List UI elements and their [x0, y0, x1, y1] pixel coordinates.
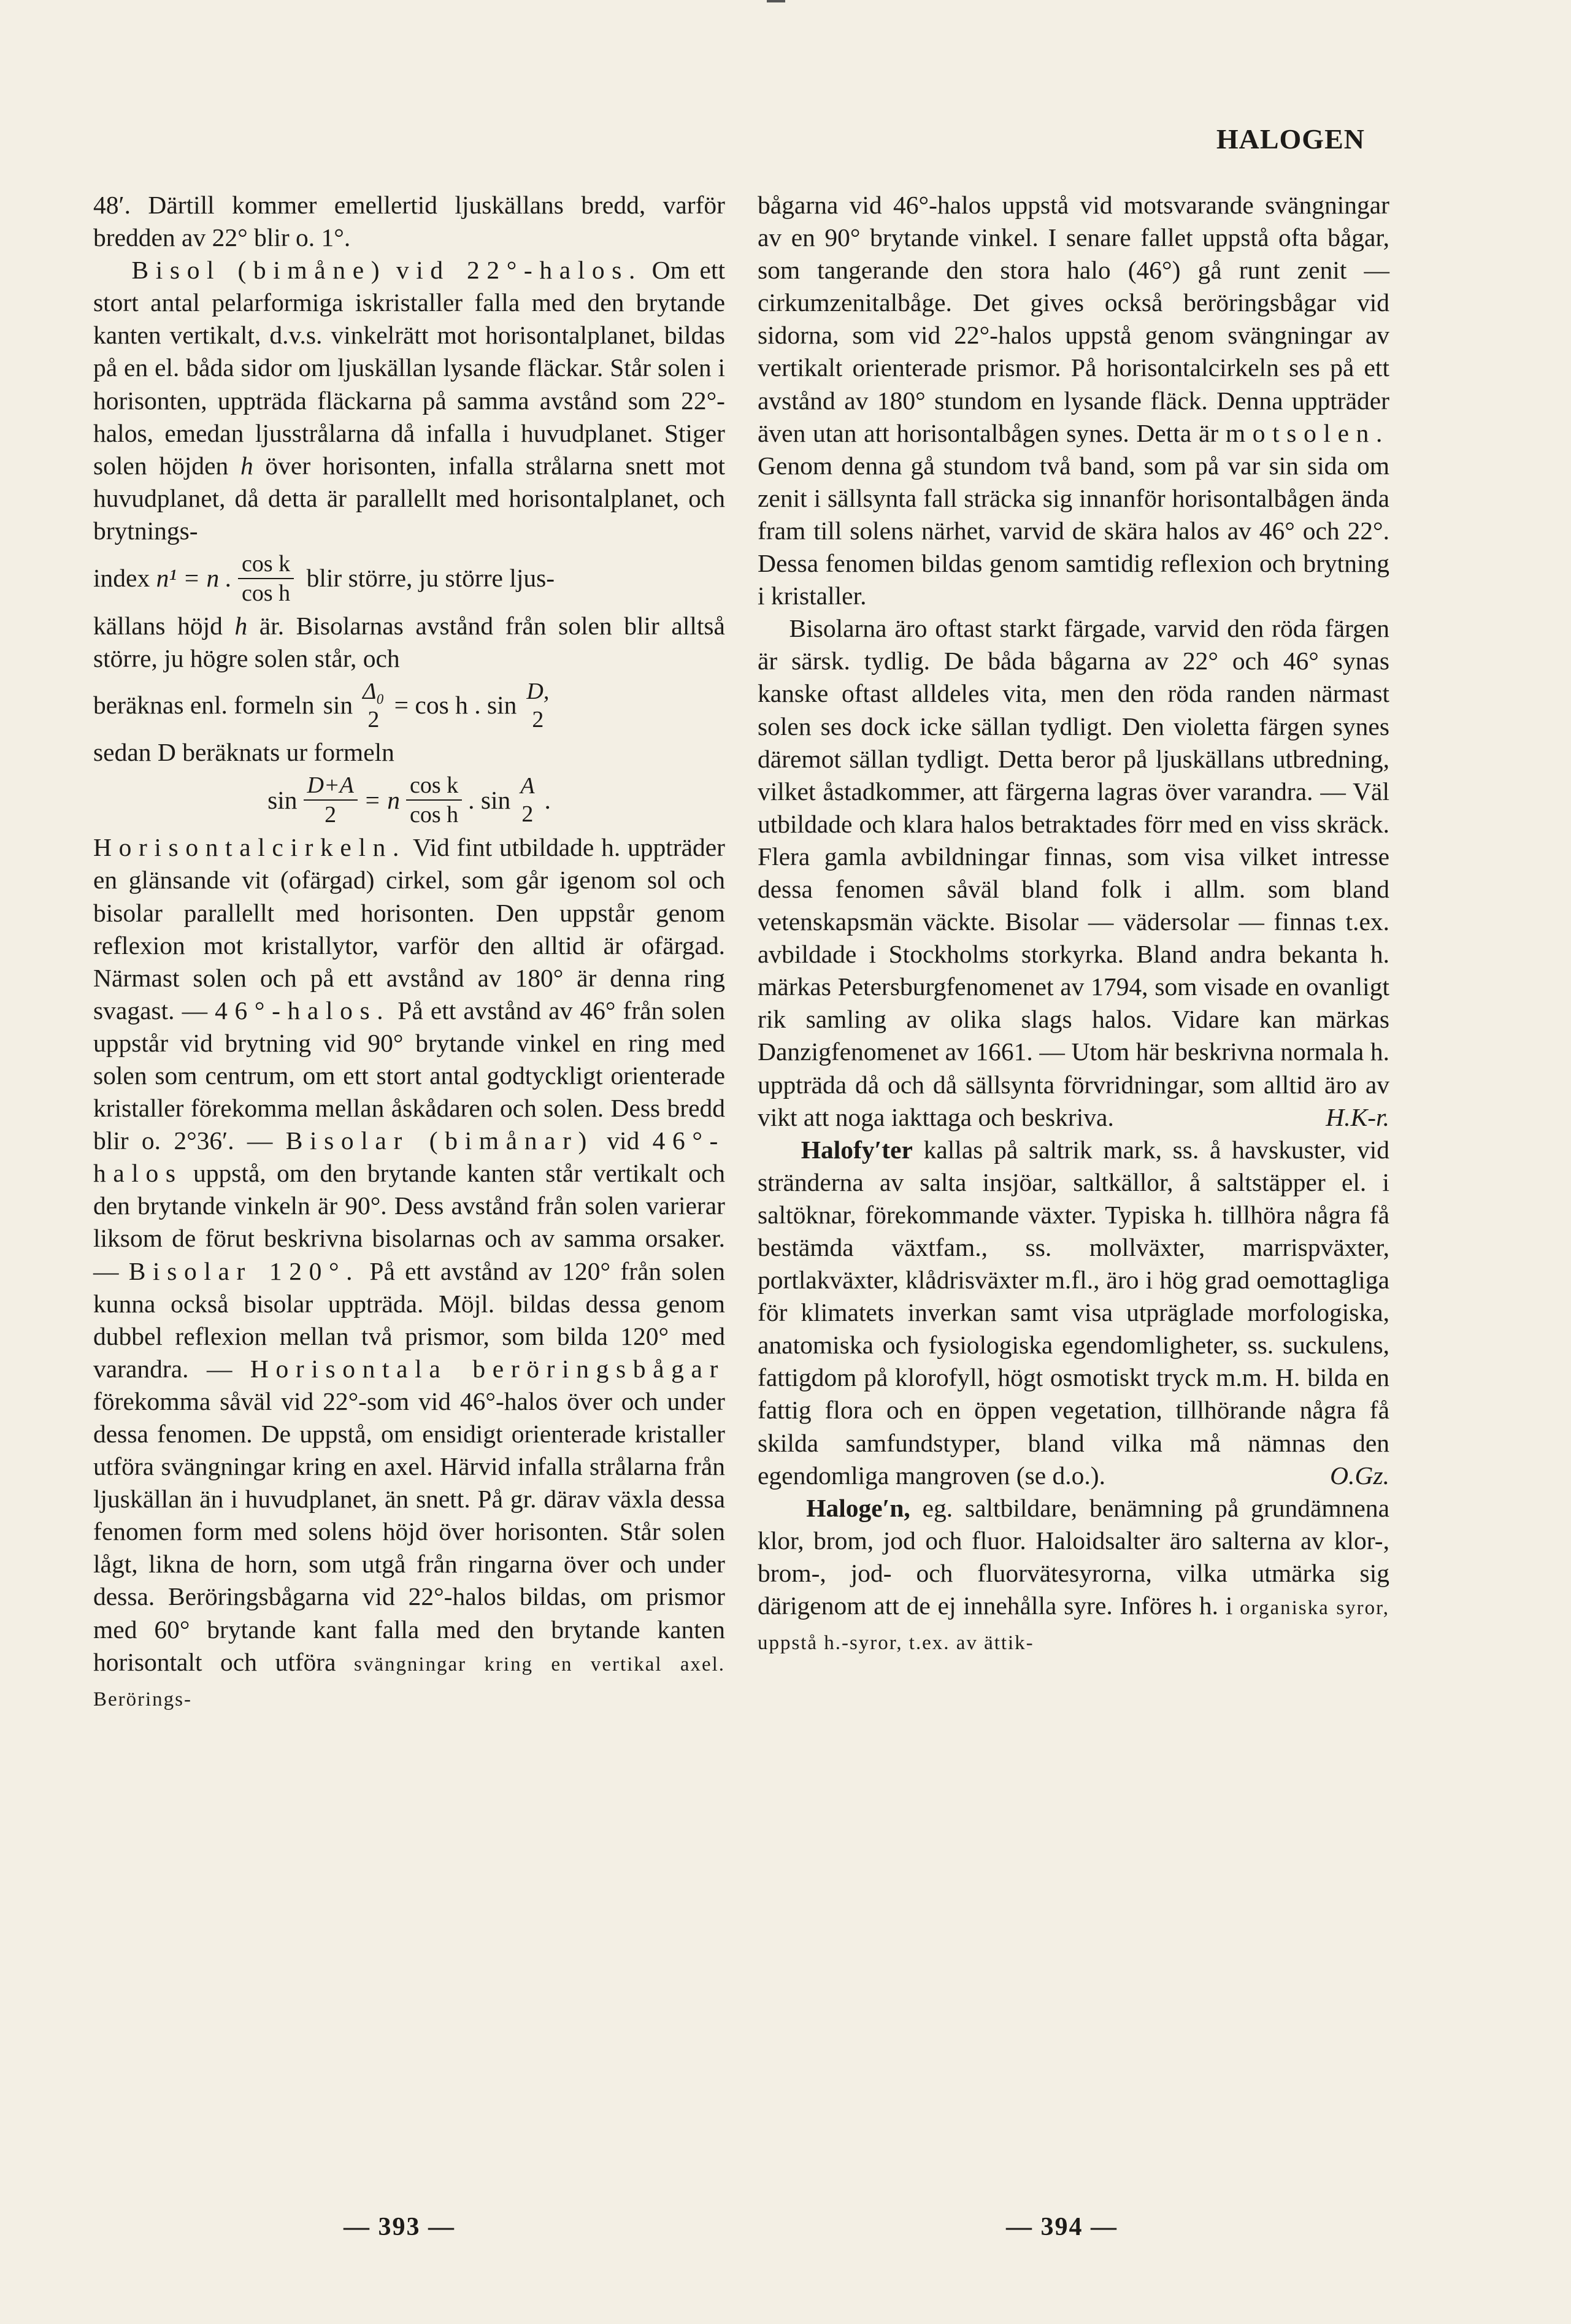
paragraph: Haloge′n, eg. saltbildare, benämning på grundämnena klor, brom, jod och fluor. Haloidsalter äro salterna av klor-, brom-, jod- och fluorvätesyrorna, vilka utmärka sig därigenom att de ej innehålla syre. Införes h. i organiska syror, uppstå h.-syror, t.ex. av ättik- [758, 1493, 1390, 1655]
left-column [93, 189, 725, 1716]
author-signature: H.K-r. [1326, 1102, 1389, 1131]
fraction: A 2 [520, 773, 535, 828]
paragraph: källans höjd h är. Bisolarnas avstånd från solen blir alltså större, ju högre solen står, och [93, 612, 725, 673]
paragraph: Halofy′ter kallas på saltrik mark, ss. å havskuster, vid stränderna av salta insjöar, saltkällor, å saltstäpper el. i saltöknar, förekommande växter. Typiska h. tillhöra några få bestämda växtfam., ss. mollväxter, marrispväxter, portlakväxter, klådrisväxter m.fl., äro i hög grad oemottagliga för klimatets inverkan samt visa utpräglade morfologiska, anatomiska och fysiologiska egendomligheter, ss. suckulens, fattigdom på klorofyll, högt osmotiskt tryck m.m. H. bilda en fattig flora och en öppen vegetation, tillhörande några få skilda samfundstyper, bland vilka må nämnas den egendomliga mangroven (se d.o.). O.Gz. [758, 1134, 1389, 1492]
term: 46°-halos. [215, 996, 391, 1025]
paragraph: Bisol (bimåne) vid 22°-halos. Om ett stort antal pelarformiga iskristaller falla med den brytande kanten vertikalt, d.v.s. vinkelrätt mot horisontalplanet, bildas på en el. båda sidor om ljuskällan lysande fläckar. Står solen i horisonten, uppträda fläckarna på samma avstånd som 22°-halos, emedan ljusstrålarna då infalla i huvudplanet. Stiger solen höjden h över horisonten, infalla strålarna snett mot huvudplanet, då detta är parallellt med horisontalplanet, och brytnings- [93, 256, 726, 545]
formula-sin: sin $\frac{D+A}{2}$ = n $\frac{\text{cos k}}{\text{cos h}}$ . sin A 2 . [267, 772, 551, 828]
term: Horisontalcirkeln. [93, 833, 406, 862]
page-number-right: — 394 — [1006, 2213, 1118, 2241]
term: motsolen. [1225, 418, 1389, 447]
page-header: HALOGEN [1216, 123, 1365, 155]
paragraph: bågarna vid 46°-halos uppstå vid motsvarande svängningar av en 90° brytande vinkel. I senare fallet uppstå ofta bågar, som tangerande den stora halo (46°) gå runt zenit — cirkumzenitalbåge. Det gives också beröringsbågar vid sidorna, som vid 22°-halos uppstå genom svängningar av vertikalt orienterade prismor. På horisontalcirkeln ses på ett avstånd av 180° stundom en lysande fläck. Denna uppträder även utan att horisontalbågen synes. Detta är motsolen. Genom denna gå stundom två band, som på var sin sida om zenit i sällsynta fall sträcka sig innanför horisontalbågen ända fram till solens närhet, varvid de skära halos av 46° och 22°. Dessa fenomen bildas genom samtidig reflexion och brytning i kristaller. [758, 191, 1389, 610]
fraction: $\frac{D+A}{2}$ [304, 774, 358, 826]
formula-bisol: beräknas enl. formeln sin Δ₀ 2 = cos h . sin D, 2 [93, 680, 725, 731]
paragraph: 48′. Därtill kommer emellertid ljuskällans bredd, varför bredden av 22° blir o. 1°. [93, 191, 725, 252]
right-column [758, 189, 1389, 1660]
entry-head: Halofy′ter [801, 1135, 913, 1164]
page-number-left: — 393 — [344, 2213, 455, 2241]
formula-index: index n¹ = n . $\frac{\text{cos k}}{\text{cos h}}$ blir större, ju större ljus- [93, 551, 555, 607]
paragraph: Bisolarna äro oftast starkt färgade, varvid den röda färgen är särsk. tydlig. De båda bågarna av 22° och 46° synas kanske oftast alldeles vita, men den röda randen närmast solen ses dock icke sällan tydligt. Den violetta färgen synes däremot sällan tydligt. Detta beror på ljuskällans utbredning, vilket åstadkommer, att färgerna lagras över varandra. — Väl utbildade och klara halos betraktades förr med en viss skräck. Flera gamla avbildningar finnas, som visa vilket intresse dessa fenomen såväl bland folk i allm. som bland vetenskapsmän väckte. Bisolar — vädersolar — finnas t.ex. avbildade i Stockholms storkyrka. Bland andra bekanta h. märkas Petersburgfenomenet av 1794, som visade en ovanligt rik samling av olika slags halos. Vidare kan märkas Danzigfenomenet av 1661. — Utom här beskrivna normala h. uppträda då och då sällsynta förvridningar, som alltid äro av vikt att noga iakttaga och beskriva. H.K-r. [758, 612, 1389, 1134]
fraction: Δ₀ 2 [363, 679, 385, 733]
top-edge-mark [767, 0, 785, 2]
fraction: $\frac{\text{cos k}}{\text{cos h}}$ [406, 774, 462, 826]
entry-head: Haloge′n, [806, 1493, 910, 1522]
author-signature: O.Gz. [1330, 1461, 1389, 1490]
term: Bisolar 120°. [128, 1256, 360, 1285]
term: vid 22°-halos. [396, 256, 643, 285]
fraction: D, 2 [526, 679, 550, 733]
term: Bisol (bimåne) [131, 256, 387, 285]
paragraph: sedan D beräknats ur formeln [93, 738, 394, 767]
fraction: $\frac{\text{cos k}}{\text{cos h}}$ [238, 552, 294, 605]
term: Bisolar (bimånar) [285, 1126, 594, 1155]
term: 46°-halos [93, 1126, 725, 1188]
paragraph: Horisontalcirkeln. Vid fint utbildade h. uppträder en glänsande vit (ofärgad) cirkel, som går igenom sol och bisolar parallellt med horisonten. Den uppstår genom reflexion mot kristallytor, varför den alltid är ofärgad. Närmast solen och på ett avstånd av 180° är denna ring svagast. — 46°-halos. På ett avstånd av 46° från solen uppstår vid brytning vid 90° brytande vinkel en ring med solen som centrum, om ett stort antal godtyckligt orienterade kristaller förekomma mellan åskådaren och solen. Dess bredd blir o. 2°36′. — Bisolar (bimånar) vid 46°-halos uppstå, om den brytande kanten står vertikalt och den brytande vinkeln är 90°. Dess avstånd från solen varierar liksom de förut beskrivna bisolarnas och av samma orsaker. — Bisolar 120°. På ett avstånd av 120° från solen kunna också bisolar uppträda. Möjl. bildas dessa genom dubbel reflexion mellan två prismor, som bilda 120° med varandra. — Horisontala beröringsbågar förekomma såväl vid 22°-som vid 46°-halos över och under dessa fenomen. De uppstå, om ensidigt orienterade kristaller utföra svängningar kring en axel. Härvid infalla strålarna från ljuskällan än i huvudplanet, än snett. På gr. därav växla dessa fenomen form med solens höjd över horisonten. Står solen lågt, likna de horn, som utgå från ringarna över och under dessa. Beröringsbågarna vid 22°-halos bildas, om prismor med 60° brytande kant falla med den brytande kanten horisontalt och utföra svängningar kring en vertikal axel. Berörings- [93, 833, 726, 1710]
term: Horisontala beröringsbågar [250, 1354, 726, 1383]
